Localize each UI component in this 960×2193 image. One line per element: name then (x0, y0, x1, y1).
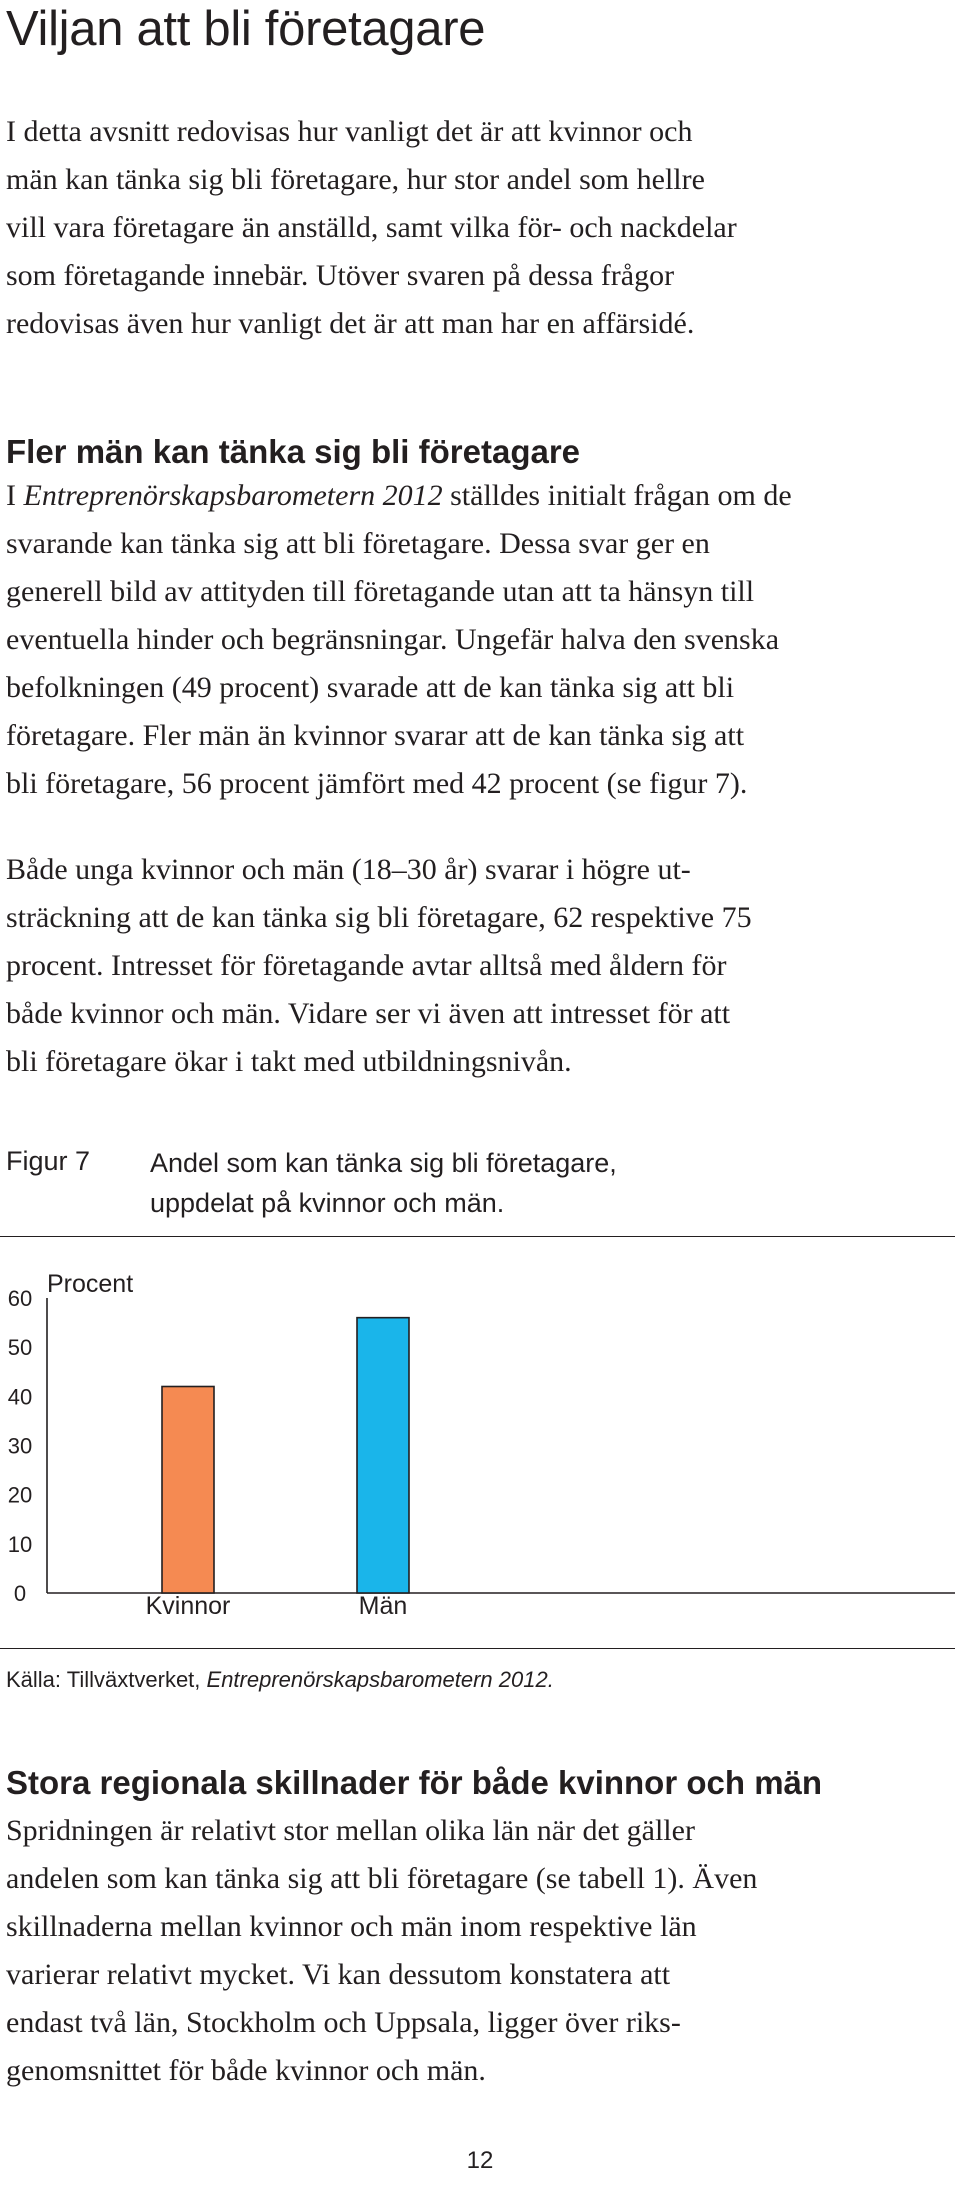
figure-top-rule (0, 1236, 955, 1237)
y-tick-label: 0 (13, 1581, 27, 1606)
paragraph-line: varierar relativt mycket. Vi kan dessutom konstatera att (6, 1958, 671, 1991)
caption-line: uppdelat på kvinnor och män. (150, 1188, 505, 1218)
paragraph-line: sträckning att de kan tänka sig bli företagare, 62 respektive 75 (6, 901, 752, 934)
section-heading-regional: Stora regionala skillnader för både kvinnor och män (6, 1764, 823, 1801)
paragraph-line: svarande kan tänka sig att bli företagare. Dessa svar ger en (6, 527, 710, 560)
paragraph-line: eventuella hinder och begränsningar. Ungefär halva den svenska (6, 623, 780, 656)
paragraph-line: endast två län, Stockholm och Uppsala, ligger över riks- (6, 2006, 681, 2039)
figure-label: Figur 7 (6, 1146, 91, 1176)
y-tick-label: 40 (7, 1384, 33, 1410)
figure-caption (150, 1143, 617, 1223)
bar-kvinnor (162, 1387, 214, 1594)
paragraph-line: bli företagare, 56 procent jämfört med 42 procent (se figur 7). (6, 767, 748, 800)
section1-paragraph1 (6, 472, 951, 808)
text-run: I (6, 479, 24, 512)
paragraph-line: företagare. Fler män än kvinnor svarar att de kan tänka sig att (6, 719, 745, 752)
paragraph-line: andelen som kan tänka sig att bli företagare (se tabell 1). Även (6, 1862, 758, 1895)
paragraph-line: generell bild av attityden till företagande utan att ta hänsyn till (6, 575, 755, 608)
paragraph-line: Både unga kvinnor och män (18–30 år) svarar i högre ut- (6, 853, 691, 886)
paragraph-line: både kvinnor och män. Vidare ser vi även att intresset för att (6, 997, 731, 1030)
y-tick-label: 50 (7, 1335, 33, 1361)
paragraph-line: genomsnittet för både kvinnor och män. (6, 2054, 486, 2087)
source-text: Källa: Tillväxtverket, (6, 1667, 207, 1692)
y-tick-label: 30 (7, 1433, 33, 1459)
intro-paragraph (6, 108, 951, 348)
report-title-italic: Entreprenörskapsbarometern 2012 (23, 479, 443, 512)
paragraph-line: skillnaderna mellan kvinnor och män inom respektive län (6, 1910, 697, 1943)
y-axis-label: Procent (47, 1270, 134, 1298)
intro-line: vill vara företagare än anställd, samt vilka för- och nackdelar (6, 211, 737, 244)
x-tick-label: Män (358, 1592, 408, 1620)
y-tick-label: 60 (7, 1286, 33, 1311)
paragraph-line: bli företagare ökar i takt med utbildningsnivån. (6, 1045, 572, 1078)
intro-line: män kan tänka sig bli företagare, hur stor andel som hellre (6, 163, 705, 196)
figure-bottom-rule (0, 1648, 955, 1649)
bar-chart (0, 1248, 955, 1638)
paragraph-line: befolkningen (49 procent) svarade att de kan tänka sig att bli (6, 671, 735, 704)
paragraph-line: Spridningen är relativt stor mellan olika län när det gäller (6, 1814, 695, 1847)
intro-line: som företagande innebär. Utöver svaren på dessa frågor (6, 259, 675, 292)
source-report-italic: Entreprenörskapsbarometern 2012. (206, 1667, 554, 1692)
intro-line: redovisas även hur vanligt det är att man har en affärsidé. (6, 307, 695, 340)
y-tick-label: 10 (7, 1531, 33, 1557)
page-number: 12 (466, 2147, 494, 2174)
x-tick-labels (146, 1592, 408, 1620)
figure-source (6, 1665, 554, 1695)
section1-paragraph2 (6, 846, 951, 1086)
text-run: ställdes initialt frågan om de (442, 479, 792, 512)
page-title: Viljan att bli företagare (6, 2, 486, 56)
x-tick-label: Kvinnor (145, 1592, 231, 1620)
bar-man (357, 1318, 409, 1593)
intro-line: I detta avsnitt redovisas hur vanligt det är att kvinnor och (6, 115, 693, 148)
paragraph-line (6, 472, 951, 520)
caption-line: Andel som kan tänka sig bli företagare, (150, 1148, 617, 1178)
y-tick-label: 20 (7, 1482, 33, 1508)
bars (162, 1318, 409, 1593)
paragraph-line: procent. Intresset för företagande avtar alltså med åldern för (6, 949, 727, 982)
section2-paragraph (6, 1807, 951, 2095)
y-tick-labels (8, 1286, 32, 1606)
section-heading-men: Fler män kan tänka sig bli företagare (6, 433, 581, 470)
